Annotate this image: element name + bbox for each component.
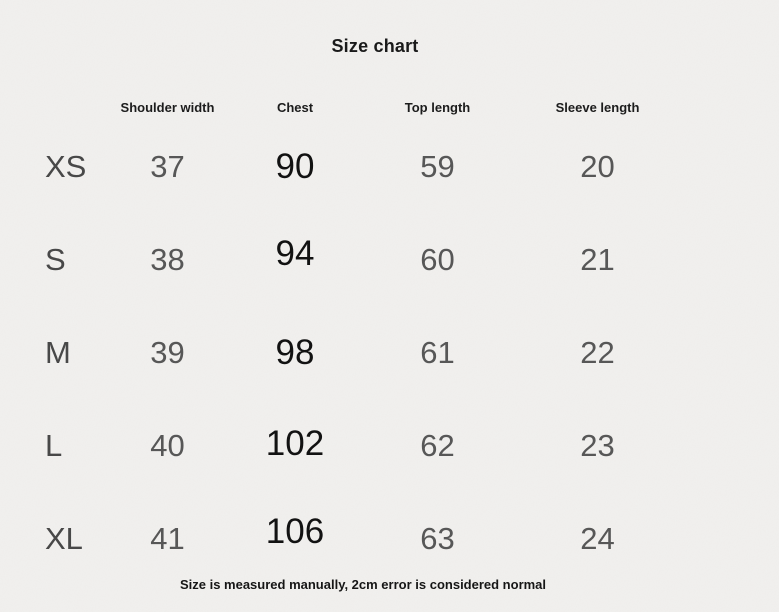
chest-value: 98 [275,332,315,372]
column-header-shoulder-width: Shoulder width [120,99,215,115]
sleeve-length-value: 21 [580,241,615,277]
table-header-row [0,94,680,120]
page-title: Size chart [331,36,419,56]
size-table [0,94,680,585]
size-label: XL [45,520,83,556]
table-row-xl [0,492,680,585]
table-row-l [0,399,680,492]
chest-value: 90 [275,146,315,186]
chest-value: 94 [275,233,315,273]
top-length-value: 62 [420,427,455,463]
size-label: M [45,334,71,370]
column-header-sleeve-length: Sleeve length [555,99,640,115]
size-label: XS [45,148,87,184]
shoulder-width-value: 40 [150,427,185,463]
shoulder-width-value: 41 [150,520,185,556]
chest-value: 102 [265,423,325,463]
column-header-top-length: Top length [404,99,471,115]
size-label: S [45,241,66,277]
chest-value: 106 [265,511,325,551]
sleeve-length-value: 20 [580,148,615,184]
shoulder-width-value: 37 [150,148,185,184]
measurement-note: Size is measured manually, 2cm error is considered normal [179,577,547,592]
top-length-value: 61 [420,334,455,370]
sleeve-length-value: 23 [580,427,615,463]
top-length-value: 60 [420,241,455,277]
table-row-m [0,306,680,399]
top-length-value: 63 [420,520,455,556]
table-row-xs [0,120,680,213]
sleeve-length-value: 22 [580,334,615,370]
top-length-value: 59 [420,148,455,184]
sleeve-length-value: 24 [580,520,615,556]
size-label: L [45,427,63,463]
shoulder-width-value: 39 [150,334,185,370]
column-header-chest: Chest [276,99,314,115]
table-row-s [0,213,680,306]
shoulder-width-value: 38 [150,241,185,277]
